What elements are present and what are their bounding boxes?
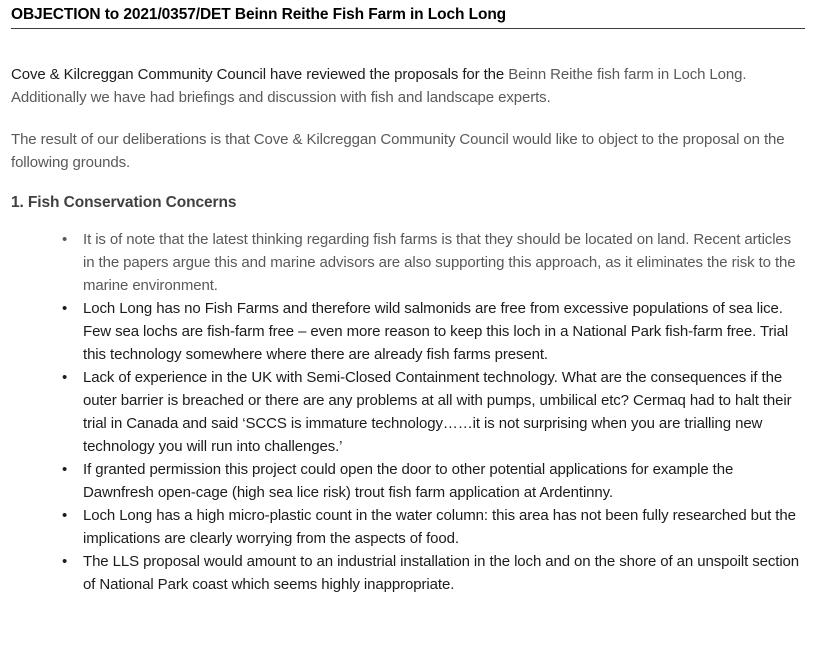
bullet-item: • Loch Long has no Fish Farms and therefore wild salmonids are free from excessive populations of sea lice. Few sea lochs are fish-farm free – even more reason to keep this loch in a National Park fish-farm free. Trial this technology somewhere where there are already fish farms present.: [83, 297, 805, 366]
bullet-item: • Lack of experience in the UK with Semi-Closed Containment technology. What are the consequences if the outer barrier is breached or there are any problems at all with pumps, umbilical etc? Cermaq had to halt their trial in Canada and said ‘SCCS is immature technology……it is not surprising when you are trialling new technology you will run into challenges.’: [83, 366, 805, 458]
paragraph: [11, 128, 805, 174]
text-segment: Beinn Reithe fish farm in Loch Long. Additionally we have had briefings and discussion with fish and landscape experts.: [11, 66, 747, 106]
section-heading: 1. Fish Conservation Concerns: [11, 194, 237, 211]
paragraph: [11, 63, 805, 109]
text-segment: The result of our deliberations is that Cove & Kilcreggan Community Council would like to object to the proposal on the following grounds.: [11, 131, 785, 171]
bullet-item: • Loch Long has a high micro-plastic count in the water column: this area has not been fully researched but the implications are clearly worrying from the aspects of food.: [83, 504, 805, 550]
bullet-item: • It is of note that the latest thinking regarding fish farms is that they should be located on land. Recent articles in the papers argue this and marine advisors are also supporting this approach, as it eliminates the risk to the marine environment.: [83, 228, 805, 297]
bullet-item: • The LLS proposal would amount to an industrial installation in the loch and on the shore of an unspoilt section of National Park coast which seems highly inappropriate.: [83, 550, 805, 596]
intro-paragraphs: [11, 63, 805, 174]
bullet-list: [11, 228, 805, 596]
bullet-item: • If granted permission this project could open the door to other potential applications for example the Dawnfresh open-cage (high sea lice risk) trout fish farm application at Ardentinny.: [83, 458, 805, 504]
document-title: OBJECTION to 2021/0357/DET Beinn Reithe Fish Farm in Loch Long: [11, 7, 805, 29]
text-segment: Cove & Kilcreggan Community Council have reviewed the proposals for the: [11, 66, 509, 83]
